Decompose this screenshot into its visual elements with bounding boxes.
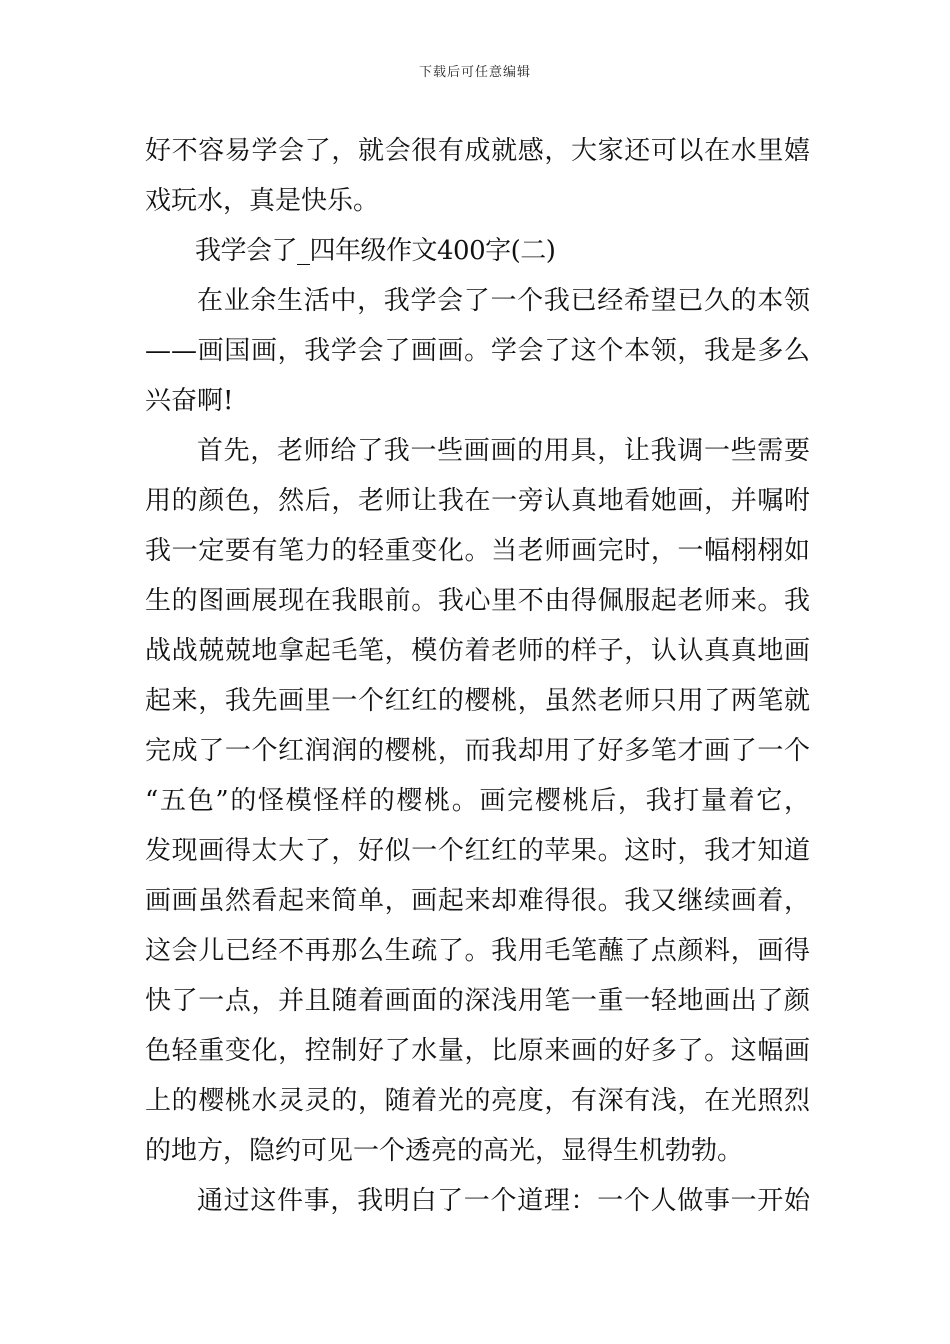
text-line: 的地方，隐约可见一个透亮的高光，显得生机勃勃。	[145, 1136, 744, 1166]
text-line: 在业余生活中，我学会了一个我已经希望已久的本领	[197, 286, 810, 316]
text-line: ——画国画，我学会了画画。学会了这个本领，我是多么	[145, 336, 810, 366]
text-line: 好不容易学会了，就会很有成就感，大家还可以在水里嬉	[145, 136, 810, 166]
text-line: 戏玩水，真是快乐。	[145, 186, 380, 216]
text-line: 我一定要有笔力的轻重变化。当老师画完时，一幅栩栩如	[145, 536, 810, 566]
text-line: 兴奋啊!	[145, 386, 234, 416]
text-line: 通过这件事，我明白了一个道理：一个人做事一开始	[197, 1186, 810, 1216]
text-line: 这会儿已经不再那么生疏了。我用毛笔蘸了点颜料，画得	[145, 936, 810, 966]
text-line: 用的颜色，然后，老师让我在一旁认真地看她画，并嘱咐	[145, 486, 810, 516]
text-line: 色轻重变化，控制好了水量，比原来画的好多了。这幅画	[145, 1036, 810, 1066]
section-title: 我学会了_四年级作文400字(二)	[195, 236, 556, 266]
text-line: 生的图画展现在我眼前。我心里不由得佩服起老师来。我	[145, 586, 810, 616]
text-line: 发现画得太大了，好似一个红红的苹果。这时，我才知道	[145, 836, 810, 866]
text-line: 上的樱桃水灵灵的，随着光的亮度，有深有浅，在光照烈	[145, 1086, 810, 1116]
text-line: “五色”的怪模怪样的樱桃。画完樱桃后，我打量着它，	[145, 786, 810, 816]
text-line: 完成了一个红润润的樱桃，而我却用了好多笔才画了一个	[145, 736, 810, 766]
text-line: 画画虽然看起来简单，画起来却难得很。我又继续画着，	[145, 886, 810, 916]
text-line: 战战兢兢地拿起毛笔，模仿着老师的样子，认认真真地画	[145, 636, 810, 666]
text-line: 首先，老师给了我一些画画的用具，让我调一些需要	[197, 436, 810, 466]
text-line: 快了一点，并且随着画面的深浅用笔一重一轻地画出了颜	[145, 986, 810, 1016]
text-line: 起来，我先画里一个红红的樱桃，虽然老师只用了两笔就	[145, 686, 810, 716]
page-header: 下载后可任意编辑	[418, 65, 531, 80]
document-body	[145, 126, 810, 1226]
